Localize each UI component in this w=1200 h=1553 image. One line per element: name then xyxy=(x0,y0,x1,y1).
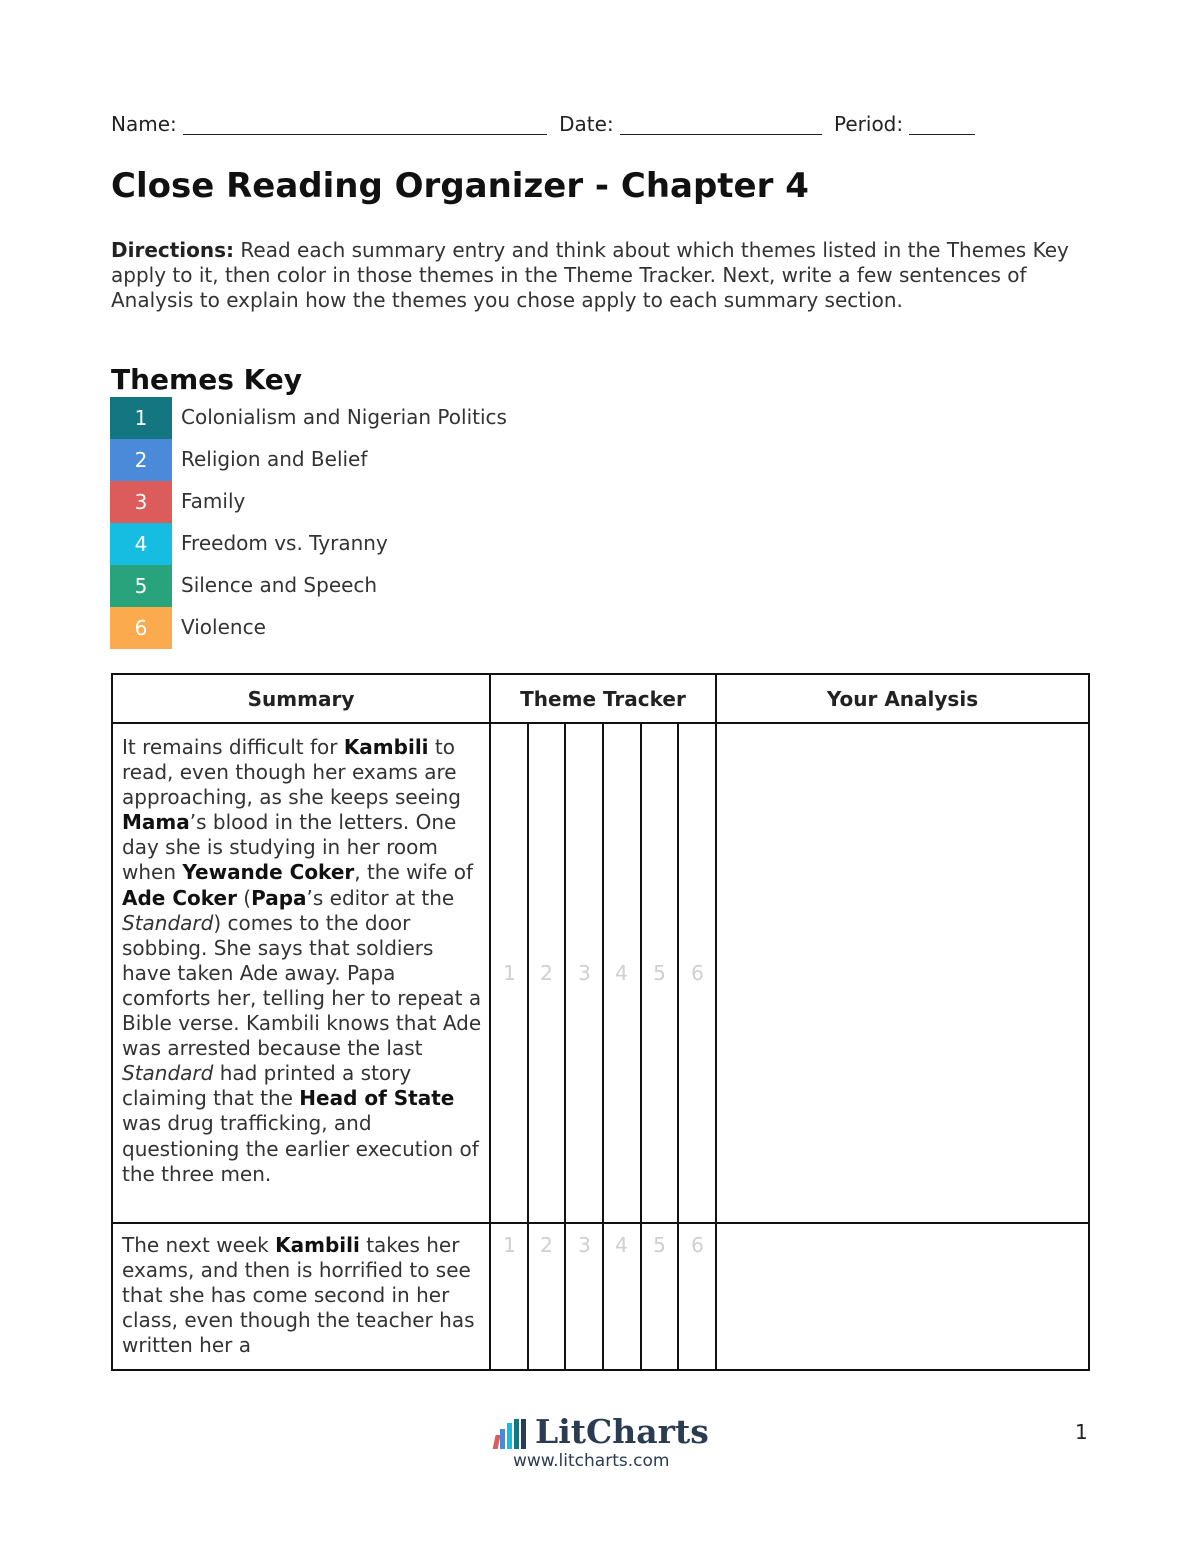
summary-text-run: to read, even though her exams are approaching, as she keeps seeing xyxy=(122,735,461,810)
summary-text-run: was drug trafficking, and questioning the earlier execution of the three men. xyxy=(122,1111,479,1186)
summary-text-run: It remains difficult for xyxy=(122,735,344,759)
date-label: Date: xyxy=(559,112,614,136)
italic-term: Standard xyxy=(122,910,214,935)
summary-text-run: The next week xyxy=(122,1233,276,1257)
page-number: 1 xyxy=(1075,1420,1088,1444)
theme-label: Religion and Belief xyxy=(181,447,368,471)
tracker-cell-1-2[interactable]: 2 xyxy=(540,961,553,985)
logo-bar xyxy=(514,1419,519,1449)
analysis-header: Your Analysis xyxy=(826,687,979,711)
tracker-cell-2-4[interactable]: 4 xyxy=(615,1233,628,1257)
bold-term: Kambili xyxy=(275,1233,360,1257)
summary-cell-2 xyxy=(122,1233,488,1358)
tracker-cell-2-6[interactable]: 6 xyxy=(691,1233,704,1257)
organizer-table xyxy=(111,673,1090,1371)
table-divider xyxy=(489,675,491,1369)
theme-key-row xyxy=(110,523,710,565)
analysis-cell-1[interactable] xyxy=(719,725,1086,1220)
theme-key-row xyxy=(110,481,710,523)
bold-term: Ade Coker xyxy=(122,885,237,910)
bold-term: Yewande Coker xyxy=(182,860,355,885)
logo-wordmark: LitCharts xyxy=(535,1412,709,1451)
themes-key-list xyxy=(110,397,710,649)
bold-term: Mama xyxy=(122,810,190,835)
summary-header: Summary xyxy=(247,687,355,711)
theme-label: Silence and Speech xyxy=(181,573,378,597)
theme-number-swatch: 2 xyxy=(110,439,172,481)
date-blank[interactable] xyxy=(620,112,822,135)
tracker-cell-2-5[interactable]: 5 xyxy=(653,1233,666,1257)
tracker-divider xyxy=(677,723,679,1369)
tracker-cell-2-2[interactable]: 2 xyxy=(540,1233,553,1257)
logo-bar xyxy=(493,1435,501,1449)
theme-label: Violence xyxy=(181,615,266,639)
name-label: Name: xyxy=(111,112,177,136)
summary-text-run: ’s blood in the letters. One day she is studying in her room when xyxy=(122,810,457,885)
page-title: Close Reading Organizer - Chapter 4 xyxy=(111,166,809,206)
period-label: Period: xyxy=(834,112,904,136)
theme-number-swatch: 3 xyxy=(110,481,172,523)
tracker-divider xyxy=(640,723,642,1369)
italic-term: Standard xyxy=(122,1061,214,1086)
summary-cell-1 xyxy=(122,735,488,1187)
theme-number-swatch: 1 xyxy=(110,397,172,439)
theme-label: Freedom vs. Tyranny xyxy=(181,531,388,555)
theme-key-row xyxy=(110,397,710,439)
logo-bars-icon xyxy=(489,1419,533,1449)
logo-bar xyxy=(500,1429,505,1449)
name-blank[interactable] xyxy=(183,112,547,135)
tracker-divider xyxy=(527,723,529,1369)
tracker-divider xyxy=(564,723,566,1369)
bold-term: Papa xyxy=(251,885,307,910)
theme-label: Family xyxy=(181,489,246,513)
summary-text-run: takes her exams, and then is horrified to see that she has come second in her class, even though the teacher has written her a xyxy=(122,1233,475,1358)
bold-term: Head of State xyxy=(299,1086,455,1111)
tracker-header: Theme Tracker xyxy=(520,687,686,711)
student-info-line xyxy=(111,112,981,136)
summary-text-run: ) comes to the door sobbing. She says that soldiers have taken Ade away. Papa comforts her, telling her to repeat a Bible verse. Kambili knows that Ade was arrested because the last xyxy=(122,910,482,1061)
directions-label: Directions: xyxy=(111,238,235,262)
bold-term: Kambili xyxy=(343,735,429,759)
themes-key-heading: Themes Key xyxy=(111,363,303,396)
logo-bar xyxy=(507,1423,512,1449)
analysis-cell-2[interactable] xyxy=(719,1226,1086,1367)
tracker-cell-1-3[interactable]: 3 xyxy=(578,961,591,985)
period-blank[interactable] xyxy=(909,112,975,135)
summary-text-run: ’s editor at the xyxy=(306,885,455,910)
theme-number-swatch: 5 xyxy=(110,565,172,607)
theme-key-row xyxy=(110,607,710,649)
theme-number-swatch: 4 xyxy=(110,523,172,565)
tracker-cell-2-3[interactable]: 3 xyxy=(578,1233,591,1257)
tracker-divider xyxy=(602,723,604,1369)
theme-label: Colonialism and Nigerian Politics xyxy=(181,405,507,429)
logo-bar xyxy=(521,1419,526,1449)
summary-text-run: had printed a story claiming that the xyxy=(122,1061,412,1111)
tracker-cell-1-6[interactable]: 6 xyxy=(691,961,704,985)
theme-key-row xyxy=(110,565,710,607)
summary-text-run: , the wife of xyxy=(354,860,474,885)
tracker-cell-2-1[interactable]: 1 xyxy=(503,1233,516,1257)
summary-text-run: ( xyxy=(236,885,252,910)
tracker-cell-1-1[interactable]: 1 xyxy=(503,961,516,985)
tracker-cell-1-5[interactable]: 5 xyxy=(653,961,666,985)
theme-key-row xyxy=(110,439,710,481)
table-divider xyxy=(715,675,717,1369)
directions xyxy=(111,238,1076,314)
tracker-cell-1-4[interactable]: 4 xyxy=(615,961,628,985)
directions-text: Read each summary entry and think about which themes listed in the Themes Key apply to it, then color in those themes in the Theme Tracker. Next, write a few sentences of Analysis to explain how the themes you chose apply to each summary section. xyxy=(111,238,1069,313)
litcharts-logo xyxy=(489,1412,713,1476)
logo-url: www.litcharts.com xyxy=(513,1451,670,1471)
table-divider xyxy=(113,1222,1088,1224)
theme-number-swatch: 6 xyxy=(110,607,172,649)
